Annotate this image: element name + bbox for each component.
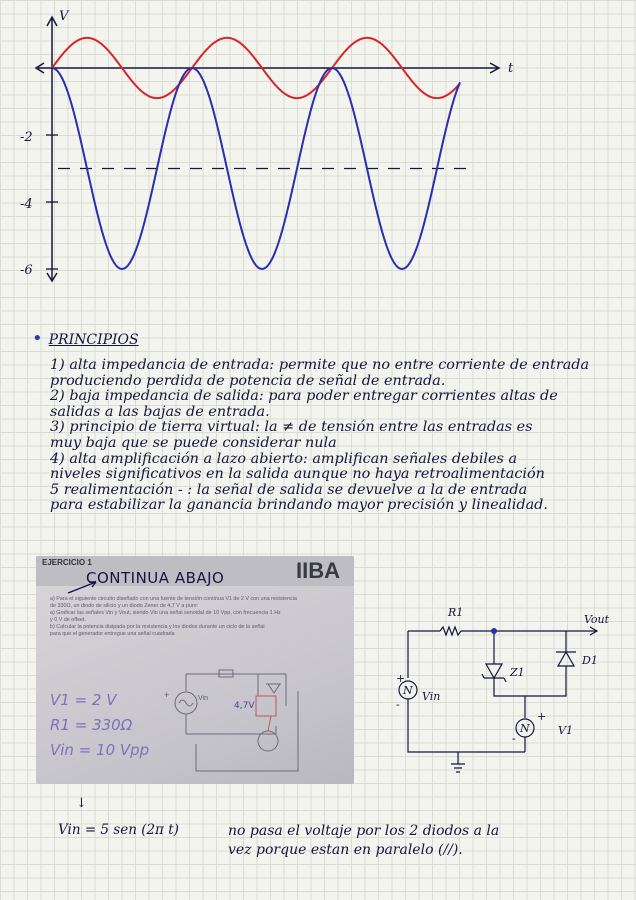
label-r1: R1 — [448, 606, 464, 619]
wire — [525, 666, 566, 696]
photo-print-line: b) Calcular la potencia disipada por la resistencia y los diodos durante un ciclo de la señal — [50, 624, 265, 630]
photo-vin-label: Vin — [198, 695, 208, 702]
photo-value-vin: Vin = 10 Vpp — [50, 741, 150, 759]
v1-source-symbol: N — [520, 722, 530, 735]
photo-print-line: y 0 V de offset. — [50, 617, 86, 623]
photo-print-line: para que el generador entregue una señal cuadrada — [50, 631, 175, 637]
diodes-note — [228, 822, 598, 860]
wire — [408, 699, 525, 752]
photo-values — [50, 688, 149, 763]
principle-line: 3) principio de tierra virtual: la ≠ de tensión entre las entradas es — [50, 419, 533, 436]
svg-text:+: + — [164, 690, 170, 700]
principles-list — [50, 358, 625, 514]
photo-logo: IIBA — [296, 558, 340, 583]
junction-node — [491, 628, 497, 634]
resistor-r1 — [440, 627, 461, 635]
waveform-graph — [0, 0, 636, 300]
photo-value-v1: V1 = 2 V — [50, 691, 117, 709]
diode-d1-icon — [558, 652, 574, 666]
principle-line: 1) alta impedancia de entrada: permite que no entre corriente de entrada — [50, 357, 590, 373]
section-heading — [32, 328, 139, 349]
principle-line: salidas a las bajas de entrada. — [50, 403, 270, 420]
note-line: vez porque estan en paralelo (//). — [228, 842, 463, 858]
photo-exercise-header: EJERCICIO 1 — [42, 558, 92, 567]
label-v1: V1 — [558, 724, 573, 737]
y-tick-label: -6 — [20, 263, 33, 278]
label-z1: Z1 — [510, 666, 525, 679]
principle-line: 4) alta amplificación a lazo abierto: amplifican señales debiles a — [50, 450, 518, 467]
principle-line: muy baja que se puede considerar nula — [50, 434, 337, 451]
vin-source-symbol: N — [403, 684, 413, 697]
label-d1: D1 — [582, 654, 598, 667]
principle-line: para estabilizar la ganancia brindando mayor precisión y linealidad. — [50, 497, 548, 514]
y-axis-label: V — [59, 9, 69, 24]
label-vout: Vout — [584, 613, 610, 626]
photo-print-line: a) Graficar las señales Vin y Vout, siendo Vin una señal senoidal de 10 Vpp, con frecuencia 1 Hz — [50, 610, 281, 616]
x-axis-label: t — [508, 61, 514, 76]
principle-line: niveles significativos en la salida aunque no haya retroalimentación — [50, 466, 545, 483]
vin-equation: Vin = 5 sen (2π t) — [58, 822, 179, 838]
photo-print-line: de 330Ω, un diodo de silicio y un diodo Zener de 4,7 V a puro: — [50, 603, 199, 609]
principle-line: 5 realimentación - : la señal de salida se devuelve a la de entrada — [50, 481, 528, 498]
bullet-icon: • — [32, 328, 43, 349]
photo-circuit — [175, 670, 298, 771]
principle-line: 2) baja impedancia de salida: para poder entregar corrientes altas de — [50, 388, 558, 405]
photo-print-line: a) Para el siguiente circuito diseñado con una fuente de tensión continua V1 de 2 V con una resistencia — [50, 596, 297, 602]
note-line: no pasa el voltaje por los 2 diodos a la — [228, 823, 500, 839]
principle-line: produciendo perdida de potencia de señal de entrada. — [50, 372, 446, 389]
zener-z1-icon — [486, 664, 502, 678]
photo-handwritten-note: CONTINUA ABAJO — [86, 569, 225, 587]
vin-minus-sign: - — [396, 698, 400, 711]
v1-minus-sign: - — [512, 732, 516, 745]
label-vin: Vin — [422, 690, 441, 703]
graph-series — [52, 38, 460, 269]
v1-plus-sign: + — [537, 710, 547, 723]
section-title: PRINCIPIOS — [48, 332, 139, 348]
y-tick-label: -4 — [20, 197, 33, 212]
circuit-schematic — [370, 596, 624, 782]
vin-plus-sign: + — [396, 672, 406, 685]
y-tick-label: -2 — [20, 130, 33, 145]
photo-value-r1: R1 = 330Ω — [50, 716, 133, 734]
photo-highlight — [256, 696, 276, 731]
exercise-photo — [36, 556, 354, 784]
ground-icon — [451, 752, 465, 772]
down-arrow-icon: ↓ — [76, 796, 87, 811]
wire — [494, 678, 525, 718]
photo-zener-label: 4,7V — [234, 701, 255, 711]
